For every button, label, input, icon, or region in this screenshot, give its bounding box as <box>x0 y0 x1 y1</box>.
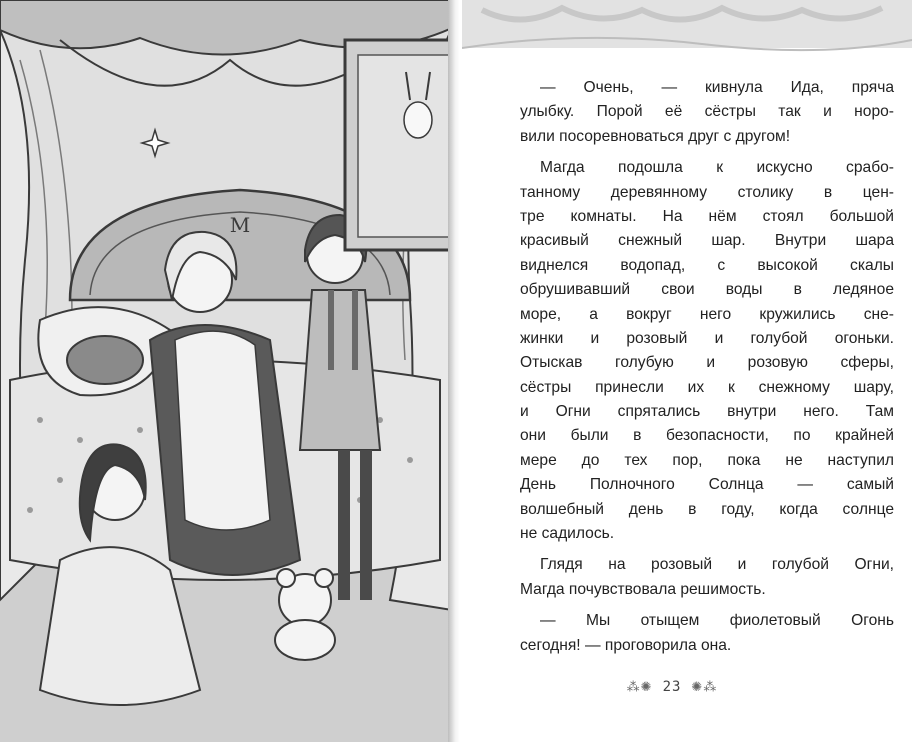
text-line: Глядя на розовый и голубой Огни, <box>540 556 894 574</box>
page-footer <box>592 676 752 698</box>
paragraph-2 <box>520 156 894 546</box>
text-line: они были в безопасности, по крайней <box>520 427 894 445</box>
text-line: волшебный день в году, когда солнце <box>520 500 894 518</box>
text-line: сегодня! — проговорила она. <box>520 636 732 654</box>
snowflake-ornament-right-icon: ✺⁂ <box>691 679 718 695</box>
text-line: — Мы отыщем фиолетовый Огонь <box>540 612 894 630</box>
text-line: Отыскав голубую и розовую сферы, <box>520 354 894 372</box>
story-text <box>520 76 894 665</box>
paragraph-3 <box>520 553 894 602</box>
text-line: море, а вокруг него кружились сне- <box>520 305 894 323</box>
illustration-page <box>0 0 452 742</box>
book-gutter <box>448 0 460 742</box>
text-line: улыбку. Порой её сёстры так и норо- <box>520 103 894 121</box>
text-line: не садилось. <box>520 525 615 543</box>
text-line: Магда почувствовала решимость. <box>520 580 766 598</box>
snowflake-ornament-left-icon: ⁂✺ <box>626 679 653 695</box>
text-line: и Огни спрятались внутри него. Там <box>520 403 894 421</box>
text-line: красивый снежный шар. Внутри шара <box>520 232 894 250</box>
text-page <box>462 0 912 742</box>
text-line: жинки и розовый и голубой огоньки. <box>520 329 894 347</box>
headboard-monogram: M <box>229 213 251 237</box>
text-line: мере до тех пор, пока не наступил <box>520 451 894 469</box>
text-line: обрушивавший свои воды в ледяное <box>520 281 894 299</box>
text-line: танному деревянному столику в цен- <box>520 183 894 201</box>
bedroom-illustration <box>0 0 452 742</box>
paragraph-1 <box>520 76 894 149</box>
text-line: сёстры принесли их к снежному шару, <box>520 378 894 396</box>
text-line: Магда подошла к искусно срабо- <box>540 159 894 177</box>
header-decoration <box>462 0 912 60</box>
text-line: виднелся водопад, с высокой скалы <box>520 256 894 274</box>
page-number: 23 <box>662 679 682 695</box>
text-line: тре комнаты. На нём стоял большой <box>520 207 894 225</box>
text-line: вили посоревноваться друг с другом! <box>520 127 791 145</box>
text-line: День Полночного Солнца — самый <box>520 476 894 494</box>
paragraph-4 <box>520 609 894 658</box>
text-line: — Очень, — кивнула Ида, пряча <box>540 79 894 96</box>
